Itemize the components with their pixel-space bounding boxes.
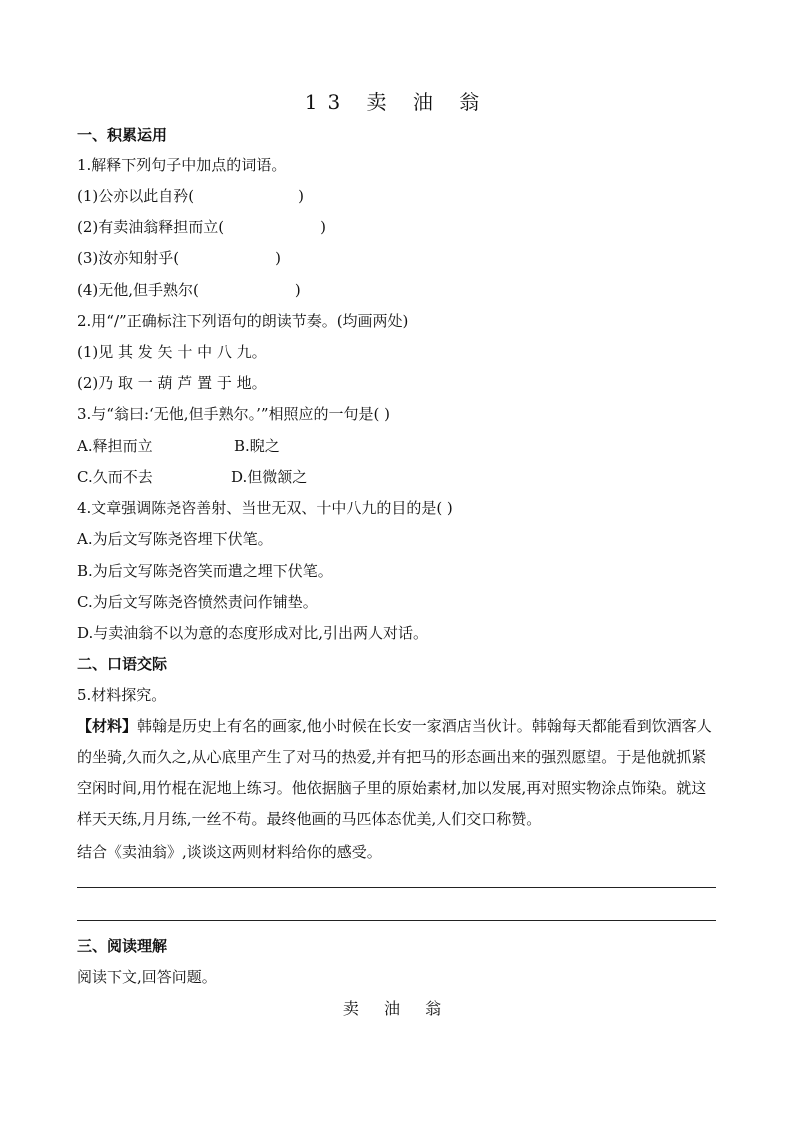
option-c[interactable]: C.为后文写陈尧咨愤然责问作铺垫。	[77, 593, 318, 611]
item-close: )	[298, 187, 304, 205]
option-c[interactable]: C.久而不去	[77, 468, 153, 486]
section-heading-reading: 三、阅读理解	[77, 937, 168, 955]
reading-instruction: 阅读下文,回答问题。	[77, 968, 217, 986]
question-5-stem: 5.材料探究。	[77, 686, 167, 704]
section-heading-oral: 二、口语交际	[77, 655, 168, 673]
question-2-item-2: (2)乃 取 一 葫 芦 置 于 地。	[77, 374, 267, 392]
question-2-stem: 2.用“/”正确标注下列语句的朗读节奏。(均画两处)	[77, 312, 409, 330]
page-title: 13 卖 油 翁	[304, 90, 490, 114]
material-text: 韩翰是历史上有名的画家,他小时候在长安一家酒店当伙计。韩翰每天都能看到饮酒客人的坐骑,久而久之,从心底里产生了对马的热爱,并有把马的形态画出来的强烈愿望。于是他就抓紧空闲时间,用竹棍在泥地上练习。他依据脑子里的原始素材,加以发展,再对照实物涂点饰染。就这样天天练,月月练,一丝不苟。最终他画的马匹体态优美,人们交口称赞。	[77, 717, 712, 828]
option-a[interactable]: A.释担而立	[77, 437, 153, 455]
option-b[interactable]: B.为后文写陈尧咨笑而遣之埋下伏笔。	[77, 562, 333, 580]
question-5-prompt: 结合《卖油翁》,谈谈这两则材料给你的感受。	[77, 843, 382, 861]
question-1-item-4	[77, 280, 301, 300]
passage-title: 卖 油 翁	[342, 999, 452, 1018]
section-heading-accumulation: 一、积累运用	[77, 126, 168, 144]
question-3-stem: 3.与“翁曰:‘无他,但手熟尔。’”相照应的一句是( )	[77, 405, 390, 423]
option-b[interactable]: B.睨之	[234, 437, 280, 455]
material-tag: 【材料】	[77, 717, 138, 735]
item-text: (2)有卖油翁释担而立(	[77, 218, 225, 236]
item-text: (1)公亦以此自矜(	[77, 187, 195, 205]
answer-line[interactable]	[77, 887, 716, 888]
item-close: )	[275, 249, 281, 267]
question-3-options-row-2	[77, 467, 307, 487]
question-4-stem: 4.文章强调陈尧咨善射、当世无双、十中八九的目的是( )	[77, 499, 453, 517]
question-1-item-2	[77, 217, 326, 237]
question-2-item-1: (1)见 其 发 矢 十 中 八 九。	[77, 343, 267, 361]
question-1-stem: 1.解释下列句子中加点的词语。	[77, 156, 287, 174]
question-1-item-1	[77, 186, 304, 206]
question-1-item-3	[77, 248, 281, 268]
item-close: )	[294, 281, 301, 299]
option-d[interactable]: D.与卖油翁不以为意的态度形成对比,引出两人对话。	[77, 624, 429, 642]
answer-line[interactable]	[77, 920, 716, 921]
option-d[interactable]: D.但微颔之	[231, 468, 308, 486]
material-passage	[77, 711, 717, 835]
option-a[interactable]: A.为后文写陈尧咨埋下伏笔。	[77, 530, 273, 548]
item-text: (3)汝亦知射乎(	[77, 249, 180, 267]
item-text: (4)无他,但手熟尔(	[77, 281, 199, 299]
question-3-options-row-1	[77, 436, 280, 456]
item-close: )	[320, 218, 326, 236]
